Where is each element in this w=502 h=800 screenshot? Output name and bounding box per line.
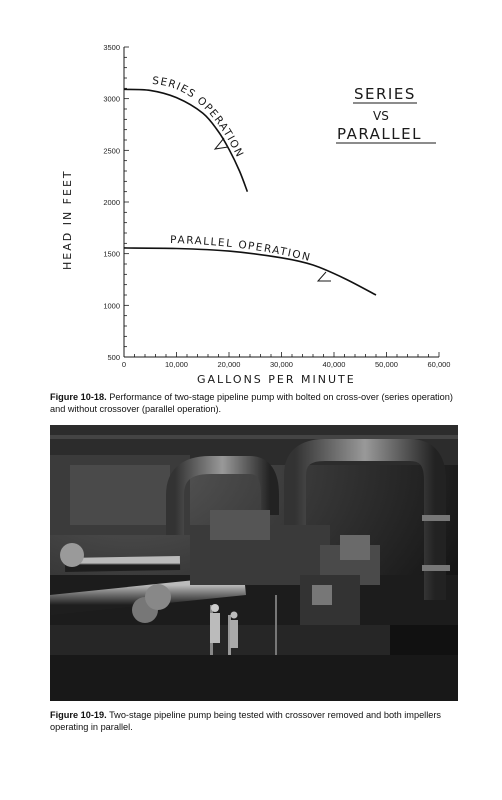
y-tick-label: 2000 bbox=[103, 198, 120, 207]
parallel-arrow-icon bbox=[318, 272, 331, 281]
figure-10-19-caption bbox=[50, 710, 468, 733]
chart-title-line1: SERIES bbox=[354, 85, 416, 103]
y-tick-label: 500 bbox=[107, 353, 120, 362]
chart-title-line2: VS bbox=[373, 109, 389, 123]
x-tick-label: 20,000 bbox=[217, 360, 241, 369]
x-tick-label: 30,000 bbox=[270, 360, 293, 369]
parallel-operation-curve bbox=[124, 248, 376, 295]
y-tick-label: 1000 bbox=[103, 301, 120, 311]
parallel-operation-label: PARALLEL OPERATION bbox=[169, 233, 313, 265]
figure-10-19-text: Two-stage pipeline pump being tested with crossover removed and both impellers operating in parallel. bbox=[50, 710, 442, 732]
y-tick-label: 1500 bbox=[103, 249, 120, 259]
x-tick-label: 0 bbox=[121, 360, 127, 369]
figure-10-18-text: Performance of two-stage pipeline pump with bolted on cross-over (series operation) and without crossover (parallel operation). bbox=[50, 392, 453, 414]
chart-series bbox=[124, 89, 376, 295]
y-tick-label: 3000 bbox=[103, 94, 120, 104]
series-operation-label: SERIES OPERATION bbox=[151, 74, 246, 160]
figure-10-19-label: Figure 10-19. bbox=[50, 710, 107, 720]
y-tick-label: 2500 bbox=[103, 146, 120, 156]
pump-test-photo bbox=[50, 425, 458, 701]
x-axis-label: GALLONS PER MINUTE bbox=[197, 373, 356, 386]
x-tick-label: 10,000 bbox=[165, 360, 188, 369]
y-tick-label: 3500 bbox=[103, 43, 120, 52]
chart-title-line3: PARALLEL bbox=[337, 125, 422, 143]
figure-10-18-label: Figure 10-18. bbox=[50, 392, 107, 402]
figure-10-18-caption bbox=[50, 392, 468, 415]
x-tick-label: 60,000 bbox=[427, 360, 451, 369]
y-axis-label: HEAD IN FEET bbox=[61, 169, 74, 270]
x-tick-label: 50,000 bbox=[375, 360, 398, 369]
x-tick-label: 40,000 bbox=[322, 360, 346, 369]
